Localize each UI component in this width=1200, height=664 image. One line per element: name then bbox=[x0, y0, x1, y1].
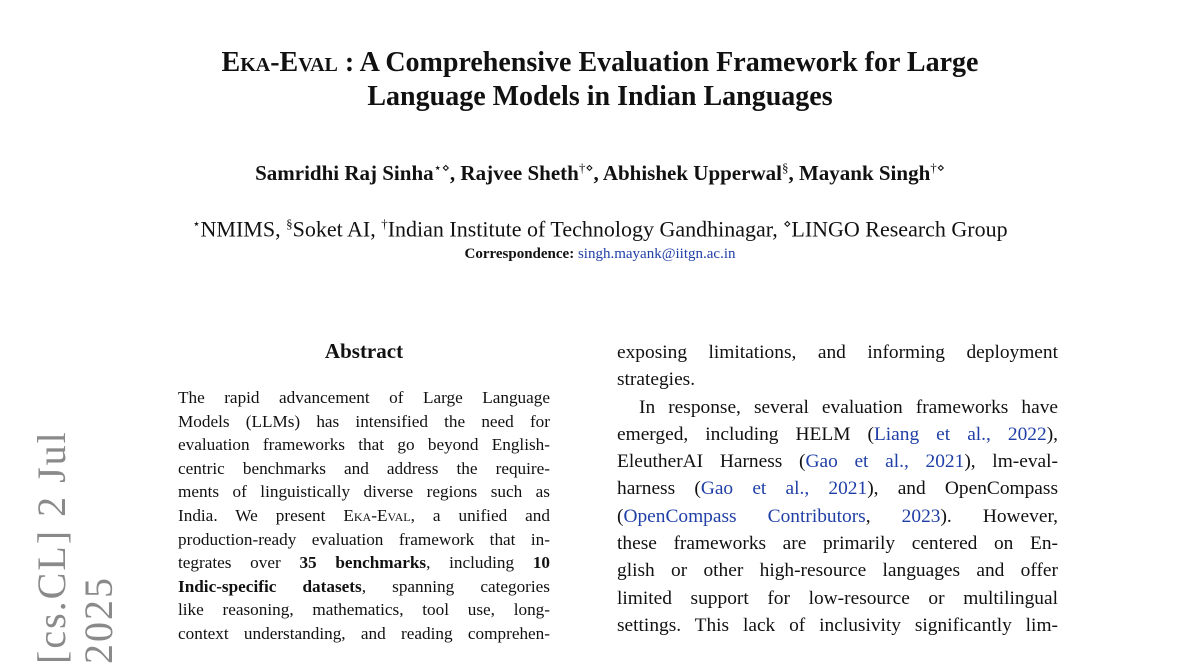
abstract-text: , including bbox=[426, 553, 533, 573]
title-line-2: Language Models in Indian Languages bbox=[367, 81, 833, 112]
abstract-line: evaluation frameworks that go beyond English- bbox=[178, 435, 550, 455]
body-line bbox=[617, 503, 1058, 530]
body-line bbox=[617, 421, 1058, 448]
abstract-text: , a unified and bbox=[410, 505, 550, 525]
citation-link[interactable]: Gao et al., 2021 bbox=[700, 478, 868, 500]
correspondence-label: Correspondence: bbox=[464, 246, 575, 262]
body-line: strategies. bbox=[617, 369, 696, 391]
title-eval: Eval bbox=[279, 47, 338, 78]
body-line: these frameworks are primarily centered on En- bbox=[617, 533, 1058, 555]
affil-mark: § bbox=[286, 216, 293, 231]
affiliations: ⋆NMIMS, §Soket AI, †Indian Institute of Technology Gandhinagar, ⋄LINGO Research Group bbox=[192, 216, 1008, 242]
author-marks: ⋆⋄ bbox=[433, 160, 450, 175]
abstract-line: centric benchmarks and address the require- bbox=[178, 458, 550, 478]
citation-link[interactable]: 2023 bbox=[901, 505, 941, 527]
framework-name-dash: - bbox=[371, 505, 377, 525]
citation-link[interactable]: Liang et al., 2022 bbox=[873, 423, 1047, 445]
framework-name-eka: Eka bbox=[343, 505, 372, 525]
abstract-bold: 35 benchmarks bbox=[299, 553, 427, 573]
body-text: emerged, including HELM ( bbox=[617, 423, 874, 445]
abstract-text: tegrates over bbox=[178, 553, 300, 573]
abstract-line bbox=[178, 551, 550, 575]
author-marks: †⋄ bbox=[930, 160, 945, 175]
abstract-line bbox=[178, 504, 550, 528]
abstract-line: Models (LLMs) has intensified the need for bbox=[178, 411, 550, 431]
abstract-line: like reasoning, mathematics, tool use, long- bbox=[178, 600, 550, 620]
framework-name-eval: Eval bbox=[376, 505, 411, 525]
arxiv-stamp: [cs.CL] 2 Jul 2025 bbox=[29, 430, 121, 664]
abstract-text: India. We present bbox=[178, 505, 344, 525]
abstract-bold: Indic-specific datasets bbox=[178, 576, 362, 596]
body-text: EleutherAI Harness ( bbox=[617, 451, 806, 473]
affil-mark: ⋆ bbox=[192, 216, 201, 231]
body-line bbox=[617, 475, 1058, 502]
affil-mark: † bbox=[381, 216, 388, 231]
author-name: Rajvee Sheth bbox=[460, 161, 579, 185]
paper-title bbox=[0, 46, 1200, 114]
title-dash: - bbox=[270, 47, 280, 78]
body-text: ( bbox=[617, 505, 624, 527]
affil-name: NMIMS bbox=[200, 216, 276, 242]
abstract-line: The rapid advancement of Large Language bbox=[178, 388, 550, 407]
title-line-1 bbox=[0, 46, 1200, 80]
affil-name: Soket AI bbox=[292, 216, 371, 242]
body-line: In response, several evaluation frameworks have bbox=[639, 396, 1058, 418]
title-eka: Eka bbox=[221, 47, 271, 78]
body-text: ), and OpenCompass bbox=[867, 478, 1058, 500]
author-marks: § bbox=[781, 160, 789, 175]
body-text: harness ( bbox=[617, 478, 701, 500]
affil-name: LINGO Research Group bbox=[791, 216, 1008, 242]
abstract-line bbox=[178, 575, 550, 599]
body-line: glish or other high-resource languages and offer bbox=[617, 560, 1058, 582]
body-text: , bbox=[865, 505, 902, 527]
abstract-line: ments of linguistically diverse regions such as bbox=[178, 482, 550, 502]
author-list: Samridhi Raj Sinha⋆⋄, Rajvee Sheth†⋄, Abhishek Upperwal§, Mayank Singh†⋄ bbox=[255, 160, 945, 185]
body-line bbox=[617, 448, 1058, 475]
abstract-line: context understanding, and reading comprehen- bbox=[178, 623, 550, 643]
title-line-1-rest: : A Comprehensive Evaluation Framework for Large bbox=[337, 47, 979, 78]
abstract-heading: Abstract bbox=[324, 339, 404, 363]
body-line: limited support for low-resource or multilingual bbox=[617, 587, 1058, 609]
body-text: ), lm-eval- bbox=[964, 451, 1058, 473]
author-marks: †⋄ bbox=[578, 160, 594, 175]
author-name: Abhishek Upperwal bbox=[602, 161, 782, 185]
correspondence bbox=[0, 244, 1200, 264]
correspondence-email-link[interactable]: singh.mayank@iitgn.ac.in bbox=[577, 246, 736, 262]
affil-name: Indian Institute of Technology Gandhinagar bbox=[387, 216, 773, 242]
abstract-text: , spanning categories bbox=[361, 576, 550, 596]
author-name: Samridhi Raj Sinha bbox=[255, 161, 434, 185]
body-text: ). However, bbox=[940, 505, 1058, 527]
abstract-body bbox=[178, 386, 550, 646]
abstract-bold: 10 bbox=[532, 553, 550, 573]
abstract-line: production-ready evaluation framework that in- bbox=[178, 529, 550, 549]
citation-link[interactable]: Gao et al., 2021 bbox=[805, 451, 965, 473]
affil-mark: ⋄ bbox=[783, 216, 792, 231]
citation-link[interactable]: OpenCompass Contributors bbox=[623, 505, 866, 527]
author-name: Mayank Singh bbox=[798, 161, 931, 185]
body-line: settings. This lack of inclusivity significantly lim- bbox=[617, 614, 1058, 636]
right-column bbox=[617, 339, 1058, 639]
body-text: ), bbox=[1046, 423, 1058, 445]
body-line: exposing limitations, and informing deployment bbox=[617, 342, 1058, 363]
